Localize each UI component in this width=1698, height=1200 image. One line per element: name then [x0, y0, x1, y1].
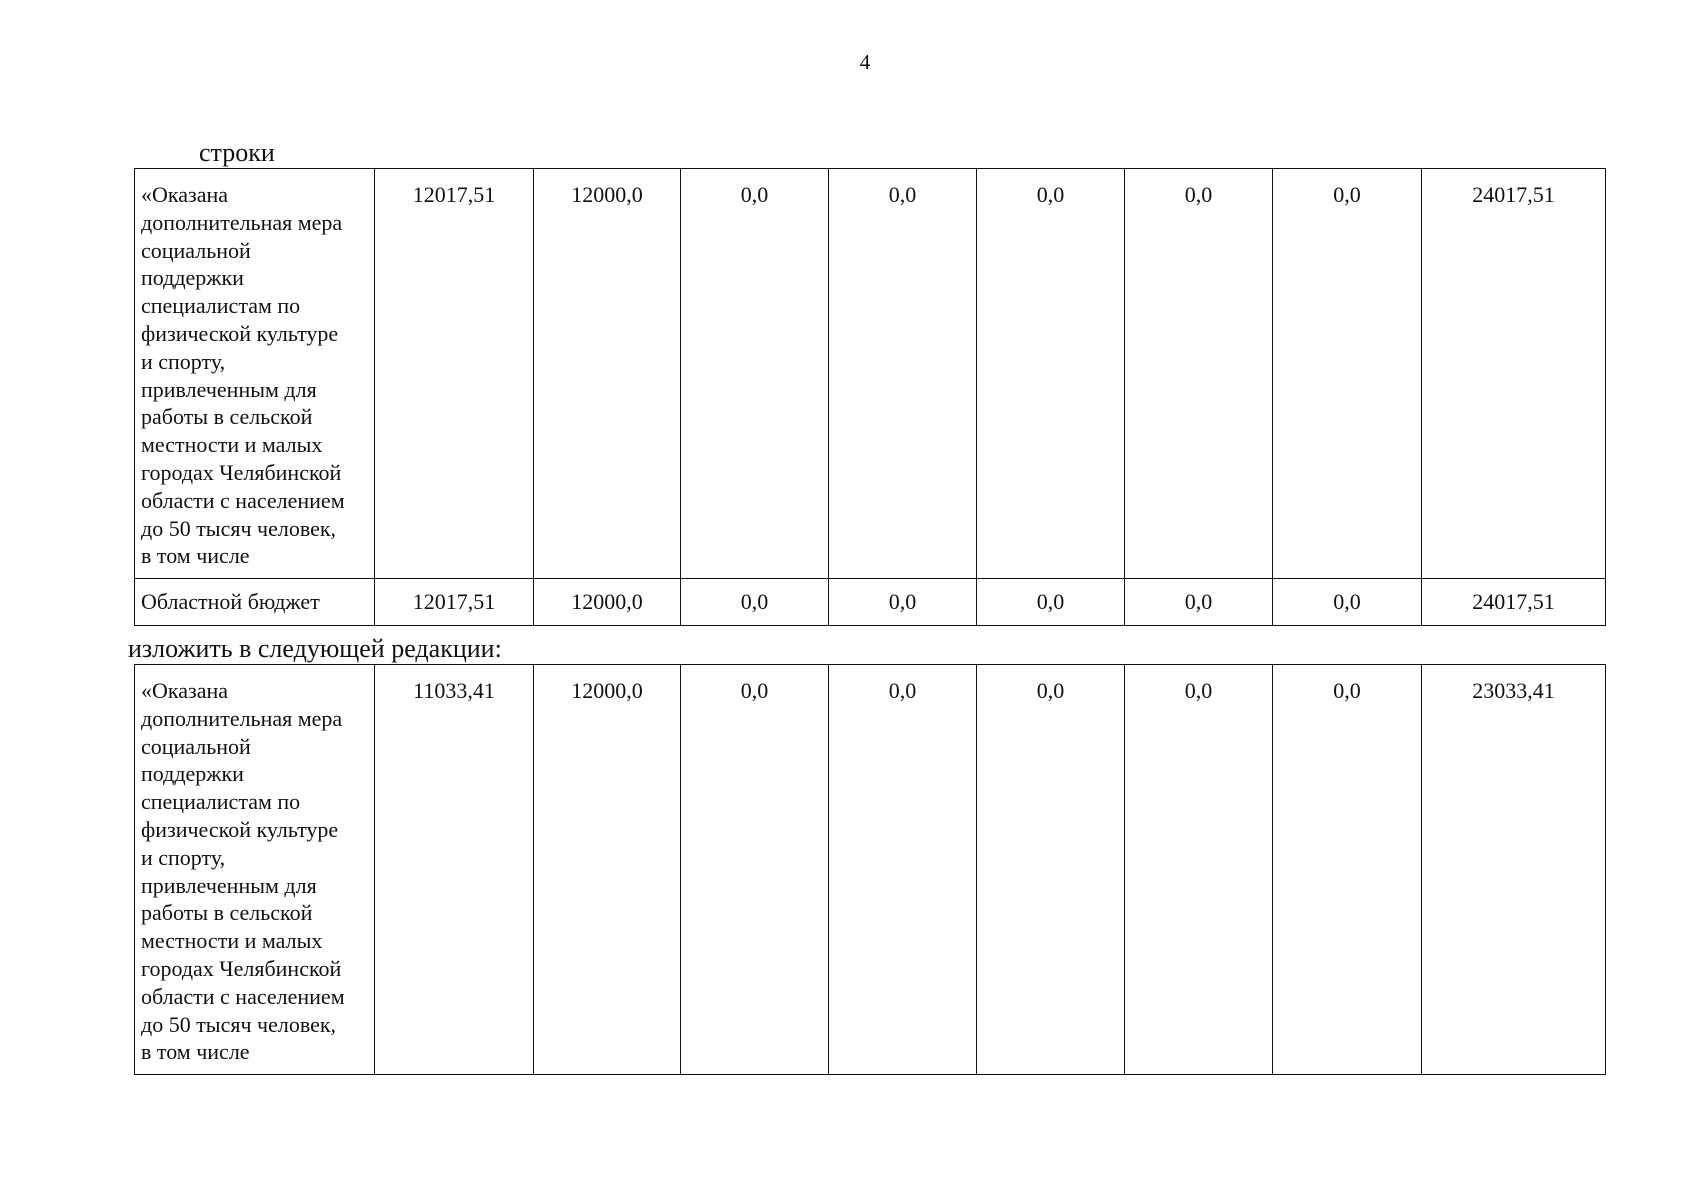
- value-cell: 0,0: [681, 169, 829, 579]
- value-cell: 0,0: [1125, 665, 1273, 1075]
- value-cell: 0,0: [977, 169, 1125, 579]
- table-row: [135, 579, 1606, 626]
- total-cell: 24017,51: [1422, 169, 1606, 579]
- row-label: Областной бюджет: [135, 579, 375, 626]
- label-line: в том числе: [141, 1039, 250, 1065]
- label-line: области с населением: [141, 487, 345, 513]
- label-line: специалистам по: [141, 293, 301, 319]
- value-cell: 0,0: [1125, 579, 1273, 626]
- label-line: физической культуре: [141, 816, 339, 842]
- label-line: социальной: [141, 237, 251, 263]
- value-cell: 12017,51: [375, 169, 534, 579]
- value-cell: 0,0: [829, 579, 977, 626]
- label-line: до 50 тысяч человек,: [141, 515, 337, 541]
- table-new: [134, 664, 1606, 1075]
- label-line: и спорту,: [141, 844, 226, 870]
- label-line: привлеченным для: [141, 872, 317, 898]
- table-row: [135, 169, 1606, 579]
- label-line: дополнительная мера: [141, 705, 343, 731]
- value-cell: 0,0: [1273, 169, 1422, 579]
- label-line: работы в сельской: [141, 404, 313, 430]
- total-cell: 24017,51: [1422, 579, 1606, 626]
- label-line: «Оказана: [141, 182, 229, 207]
- value-cell: 0,0: [977, 579, 1125, 626]
- value-cell: 0,0: [829, 169, 977, 579]
- value-cell: 0,0: [1273, 579, 1422, 626]
- label-line: местности и малых: [141, 928, 323, 954]
- label-line: до 50 тысяч человек,: [141, 1011, 337, 1037]
- heading-before: строки: [199, 138, 275, 167]
- value-cell: 0,0: [1125, 169, 1273, 579]
- label-line: дополнительная мера: [141, 209, 343, 235]
- label-line: «Оказана: [141, 678, 229, 703]
- value-cell: 12000,0: [534, 579, 681, 626]
- label-line: городах Челябинской: [141, 459, 342, 485]
- label-line: поддержки: [141, 761, 244, 787]
- heading-after: изложить в следующей редакции:: [128, 634, 502, 663]
- value-cell: 12000,0: [534, 169, 681, 579]
- label-line: физической культуре: [141, 320, 339, 346]
- table-old: [134, 168, 1606, 626]
- value-cell: 0,0: [681, 665, 829, 1075]
- value-cell: 0,0: [977, 665, 1125, 1075]
- value-cell: 12000,0: [534, 665, 681, 1075]
- label-line: области с населением: [141, 983, 345, 1009]
- label-line: работы в сельской: [141, 900, 313, 926]
- label-line: специалистам по: [141, 789, 301, 815]
- value-cell: 0,0: [829, 665, 977, 1075]
- value-cell: 0,0: [681, 579, 829, 626]
- page-number: 4: [859, 50, 871, 74]
- value-cell: 0,0: [1273, 665, 1422, 1075]
- value-cell: 11033,41: [375, 665, 534, 1075]
- total-cell: 23033,41: [1422, 665, 1606, 1075]
- label-line: в том числе: [141, 543, 250, 569]
- label-line: привлеченным для: [141, 376, 317, 402]
- row-label: [135, 169, 375, 579]
- label-line: и спорту,: [141, 348, 226, 374]
- value-cell: 12017,51: [375, 579, 534, 626]
- label-line: социальной: [141, 733, 251, 759]
- row-label: [135, 665, 375, 1075]
- label-line: поддержки: [141, 265, 244, 291]
- table-row: [135, 665, 1606, 1075]
- label-line: местности и малых: [141, 432, 323, 458]
- label-line: городах Челябинской: [141, 955, 342, 981]
